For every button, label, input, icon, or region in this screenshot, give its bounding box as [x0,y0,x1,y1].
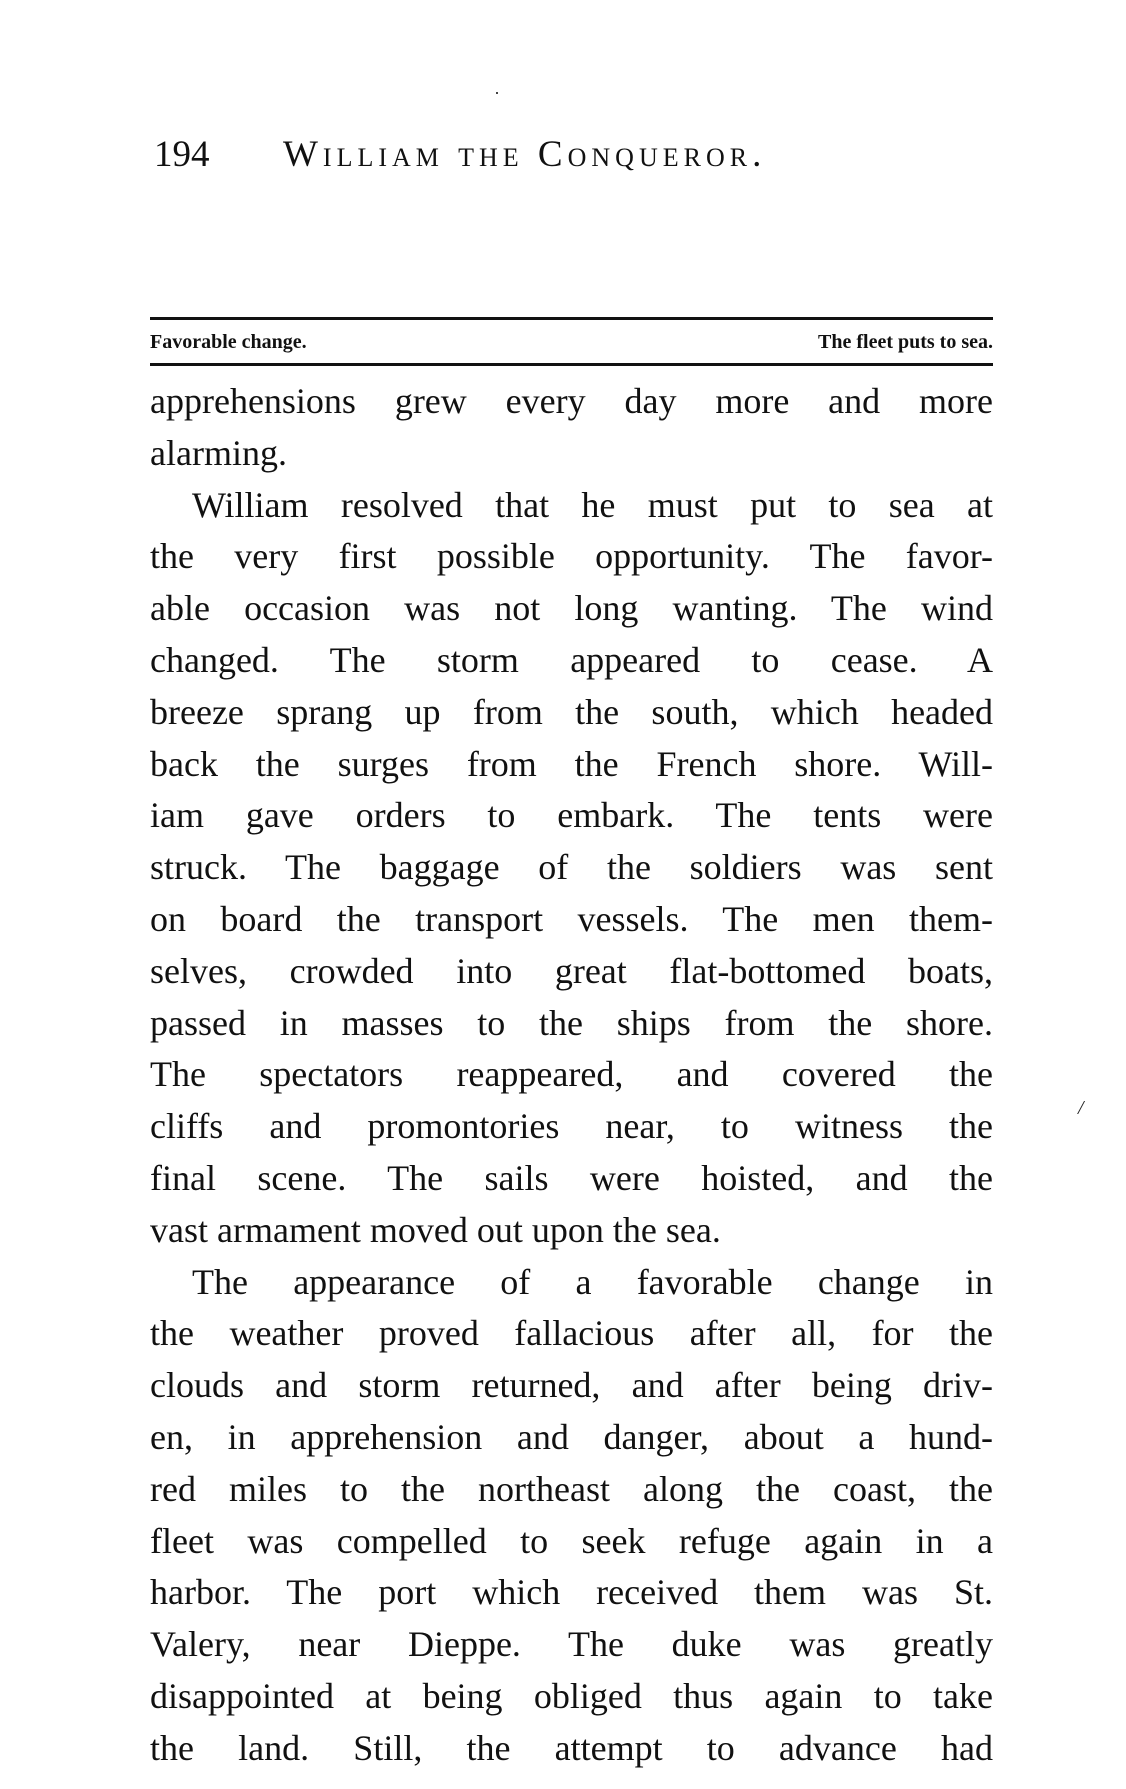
text-line: the land. Still, the attempt to advance had [150,1727,993,1768]
text-line: selves, crowded into great flat-bottomed boats, [150,950,993,991]
text-line: harbor. The port which received them was St. [150,1572,993,1613]
body-text [150,376,993,1775]
subhead-right: The fleet puts to sea. [818,331,993,353]
text-line: vast armament moved out upon the sea. [150,1209,721,1250]
text-line: the weather proved fallacious after all, for the [150,1313,993,1354]
text-line: able occasion was not long wanting. The wind [150,588,993,629]
text-line: back the surges from the French shore. Will- [150,743,993,784]
text-line: cliffs and promontories near, to witness the [150,1106,993,1147]
text-line: on board the transport vessels. The men them- [150,898,993,939]
text-line: final scene. The sails were hoisted, and the [150,1157,993,1198]
header-rule-top [150,317,993,320]
text-line: Valery, near Dieppe. The duke was greatly [150,1624,993,1665]
text-line: alarming. [150,432,287,473]
subhead-left: Favorable change. [150,331,307,353]
text-line: red miles to the northeast along the coast, the [150,1468,993,1509]
text-line: William resolved that he must put to sea at [192,484,993,525]
text-line: changed. The storm appeared to cease. A [150,639,993,680]
text-line: The appearance of a favorable change in [192,1261,993,1302]
margin-mark: / [1078,1097,1084,1119]
page-number: 194 [154,134,210,175]
running-subhead [150,327,993,357]
book-title: William the Conqueror. [283,134,767,175]
text-line: the very first possible opportunity. The favor- [150,536,993,577]
text-line: en, in apprehension and danger, about a hund- [150,1416,993,1457]
text-line: fleet was compelled to seek refuge again in a [150,1520,993,1561]
margin-speck [496,92,498,94]
header-rule-bottom [150,363,993,366]
text-line: breeze sprang up from the south, which headed [150,691,993,732]
text-line: passed in masses to the ships from the shore. [150,1002,993,1043]
text-line: The spectators reappeared, and covered the [150,1054,993,1095]
running-head [150,120,993,178]
text-line: clouds and storm returned, and after being driv- [150,1365,993,1406]
text-line: struck. The baggage of the soldiers was sent [150,847,993,888]
text-line: disappointed at being obliged thus again to take [150,1675,993,1716]
text-line: apprehensions grew every day more and more [150,381,993,421]
text-line: iam gave orders to embark. The tents were [150,795,993,836]
book-page [150,120,993,1768]
